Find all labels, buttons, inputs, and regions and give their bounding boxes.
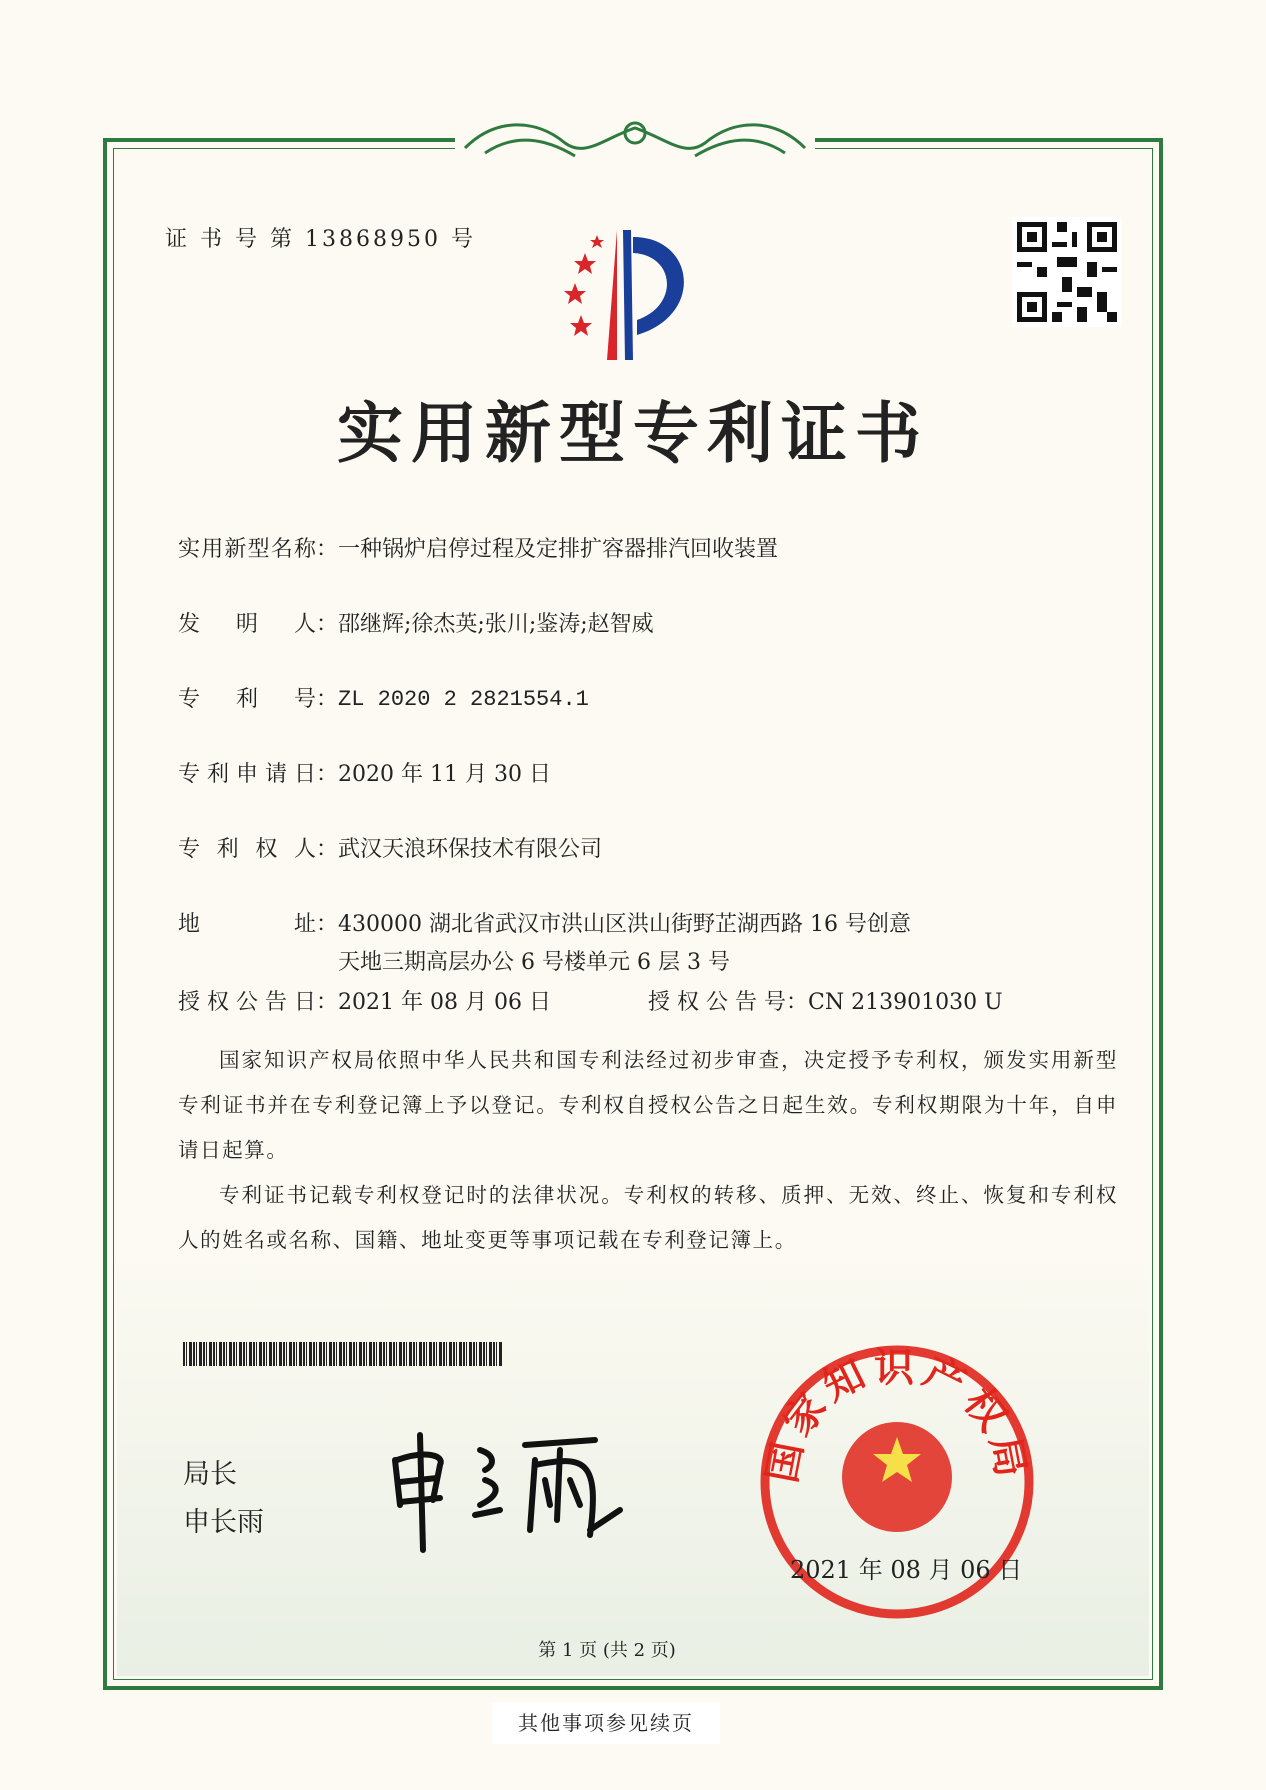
label-char: 告 [264,990,287,1015]
field-value: 430000 湖北省武汉市洪山区洪山街野芷湖西路 16 号创意 [338,912,911,937]
legal-statement [178,1038,1118,1263]
label-char: 利 [206,762,229,787]
label-char: 授 [178,990,201,1015]
top-ornament-icon [455,108,815,168]
label-char: 明 [235,612,258,637]
field-label [178,835,316,865]
field-label [178,535,316,565]
continued-note: 其他事项参见续页 [492,1702,720,1744]
certificate-number: 证 书 号 第 13868950 号 [165,227,476,252]
field-value: 一种锅炉启停过程及定排扩容器排汽回收装置 [338,537,779,562]
director-name: 申长雨 [183,1507,264,1538]
field-value: 2021 年 08 月 06 日 [338,990,551,1015]
page-title: 实用新型专利证书 [337,395,929,472]
field-value: CN 213901030 U [808,990,1003,1015]
label-char: 请 [264,762,287,787]
field-label [648,988,786,1018]
field-application-date: 专 利 申 请 日 ： 2020 年 11 月 30 日 [178,760,551,790]
label-char: 地 [178,912,201,937]
field-value: 邵继辉;徐杰英;张川;鉴涛;赵智威 [338,612,654,637]
paragraph: 国家知识产权局依照中华人民共和国专利法经过初步审查，决定授予专利权，颁发实用新型专利证书并在专利登记簿上予以登记。专利权自授权公告之日起生效。专利权期限为十年，自申请日起算。 [178,1048,1118,1162]
field-label [178,988,316,1018]
qr-code-icon [1012,217,1122,327]
label-char: 日 [293,762,316,787]
page-number: 第 1 页 (共 2 页) [538,1640,676,1661]
label-char: 专 [178,837,201,862]
field-patentee: 专 利 权 人 ： 武汉天浪环保技术有限公司 [178,835,602,865]
field-utility-model-name: 实 用 新 型 名 称 ： 一种锅炉启停过程及定排扩容器排汽回收装置 [178,535,778,565]
field-address: 地 址 ： 430000 湖北省武汉市洪山区洪山街野芷湖西路 16 号创意 天地三期高层办公 6 号楼单元 6 层 3 号 [178,910,911,978]
paragraph: 专利证书记载专利权登记时的法律状况。专利权的转移、质押、无效、终止、恢复和专利权人的姓名或名称、国籍、地址变更等事项记载在专利登记簿上。 [178,1183,1118,1252]
label-char: 利 [216,837,239,862]
cnipa-logo-icon [545,225,725,365]
label-char: 称 [293,537,316,562]
label-char: 公 [705,990,728,1015]
field-inventors: 发 明 人 ： 邵继辉;徐杰英;张川;鉴涛;赵智威 [178,610,654,640]
label-char: 申 [235,762,258,787]
label-char: 专 [178,762,201,787]
field-value: 2020 年 11 月 30 日 [338,762,551,787]
label-char: 告 [734,990,757,1015]
signature-image [385,1420,645,1560]
seal-text: 国家知识产权局 [759,1344,1035,1487]
label-char: 新 [224,537,247,562]
label-char: 址 [293,912,316,937]
label-char: 号 [763,990,786,1015]
label-char: 授 [648,990,671,1015]
label-char: 人 [293,837,316,862]
label-char: 发 [178,612,201,637]
label-char: 型 [247,537,270,562]
label-char: 公 [235,990,258,1015]
label-char: 号 [293,687,316,712]
label-char: 权 [255,837,278,862]
label-char: 权 [206,990,229,1015]
label-char: 人 [293,612,316,637]
seal-date: 2021 年 08 月 06 日 [790,1556,1023,1584]
field-label [178,685,316,715]
field-value: ZL 2020 2 2821554.1 [338,687,589,712]
field-label [178,910,316,978]
field-patent-number: 专 利 号 ： ZL 2020 2 2821554.1 [178,685,589,715]
field-value-line2: 天地三期高层办公 6 号楼单元 6 层 3 号 [338,950,730,975]
field-grant-date: 授 权 公 告 日 ： 2021 年 08 月 06 日 授 权 公 告 号 ： CN 213901030 U [178,988,1003,1018]
director-title: 局长 [183,1459,237,1490]
label-char: 利 [235,687,258,712]
field-label [178,760,316,790]
field-value: 武汉天浪环保技术有限公司 [338,837,603,862]
label-char: 用 [201,537,224,562]
barcode-icon [183,1342,503,1366]
label-char: 名 [270,537,293,562]
field-label [178,610,316,640]
label-char: 日 [293,990,316,1015]
label-char: 专 [178,687,201,712]
label-char: 实 [178,537,201,562]
label-char: 权 [677,990,700,1015]
